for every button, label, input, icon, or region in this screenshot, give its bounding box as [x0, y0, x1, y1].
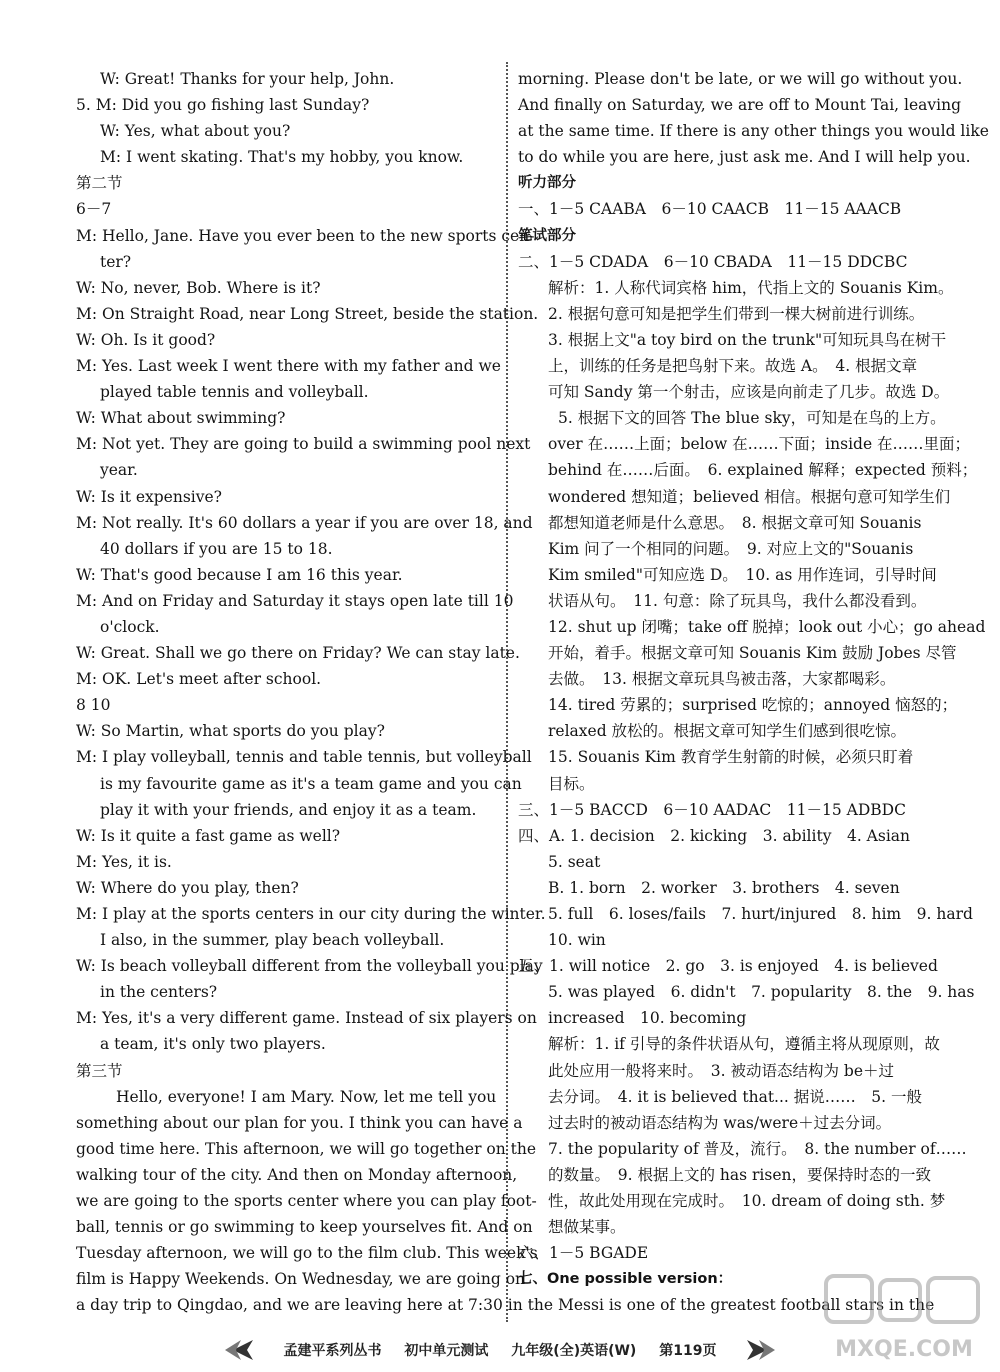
right-line: 2. 根据句意可知是把学生们带到一棵大树前进行训练。	[548, 304, 925, 323]
left-line: 6－7	[76, 200, 112, 219]
left-line: 5. M: Did you go fishing last Sunday?	[76, 96, 370, 115]
left-line: W: Great! Thanks for your help, John.	[100, 70, 395, 88]
left-line: played table tennis and volleyball.	[100, 383, 369, 402]
right-line: 5. full 6. loses/fails 7. hurt/injured 8. him 9. hard	[548, 905, 973, 923]
book-name: 初中单元测试	[404, 1343, 489, 1359]
right-line: 上，训练的任务是把鸟射下来。故选 A。 4. 根据文章	[548, 357, 918, 376]
right-line: 可知 Sandy 第一个射击，应该是向前走了几步。故选 D。	[548, 383, 950, 402]
right-line: 二、1－5 CDADA 6－10 CBADA 11－15 DDCBC	[518, 252, 908, 271]
right-line: 14. tired 劳累的；surprised 吃惊的；annoyed 恼怒的；	[548, 696, 958, 715]
left-line: o'clock.	[100, 617, 160, 636]
right-line: behind 在……后面。 6. explained 解释；expected 预料；	[548, 461, 978, 480]
left-arrow-icon	[223, 1337, 257, 1363]
right-line: Kim smiled"可知应选 D。 10. as 用作连词，引导时间	[548, 565, 937, 584]
right-line: 10. win	[548, 931, 606, 950]
left-line: film is Happy Weekends. On Wednesday, we are going on	[76, 1270, 526, 1289]
left-line: 第二节	[76, 174, 123, 193]
footer-text	[275, 1340, 726, 1360]
page-number: 第119页	[659, 1343, 717, 1359]
right-line: 目标。	[548, 774, 595, 793]
right-line: 五、1. will notice 2. go 3. is enjoyed 4. is believed	[518, 957, 938, 976]
right-line: wondered 想知道；believed 相信。根据句意可知学生们	[548, 487, 951, 506]
left-line: M: And on Friday and Saturday it stays open late till 10	[76, 591, 514, 610]
right-line: 一、1－5 CAABA 6－10 CAACB 11－15 AAACB	[518, 200, 902, 219]
left-line: M: Yes. Last week I went there with my father and we	[76, 357, 501, 376]
left-line: M: I play volleyball, tennis and table tennis, but volleyball	[76, 748, 532, 767]
right-line: 去做。 13. 根据文章玩具鸟被击落，大家都喝彩。	[548, 670, 896, 689]
right-line: 听力部分	[518, 175, 576, 192]
left-line: Tuesday afternoon, we will go to the film club. This week's	[76, 1244, 538, 1263]
right-line: 5. was played 6. didn't 7. popularity 8. the 9. has	[548, 983, 975, 1002]
right-line: 性，故此处用现在完成时。 10. dream of doing sth. 梦	[548, 1192, 946, 1211]
left-line: M: I play at the sports centers in our city during the winter.	[76, 905, 546, 923]
right-line: And finally on Saturday, we are off to Mount Tai, leaving	[518, 96, 961, 115]
left-line: ball, tennis or go swimming to keep yourselves fit. And on	[76, 1218, 533, 1237]
right-line: 3. 根据上文"a toy bird on the trunk"可知玩具鸟在树干	[548, 330, 947, 349]
left-line: 40 dollars if you are 15 to 18.	[100, 539, 333, 558]
right-line: 都想知道老师是什么意思。 8. 根据文章可知 Souanis	[548, 513, 922, 532]
right-line: 5. seat	[548, 852, 601, 871]
right-line: Kim 问了一个相同的问题。 9. 对应上文的"Souanis	[548, 539, 914, 558]
right-line: 解析：1. 人称代词宾格 him，代指上文的 Souanis Kim。	[548, 278, 954, 297]
right-line: 开始，着手。根据文章可知 Souanis Kim 鼓励 Jobes 尽管	[548, 644, 957, 663]
right-line: 四、A. 1. decision 2. kicking 3. ability 4. Asian	[518, 826, 911, 845]
left-line: good time here. This afternoon, we will go together on the	[76, 1139, 537, 1158]
left-line: W: Where do you play, then?	[76, 878, 299, 897]
left-line: W: That's good because I am 16 this year.	[76, 565, 403, 584]
left-line: M: Yes, it is.	[76, 852, 172, 871]
left-line: M: Not really. It's 60 dollars a year if you are over 18, and	[76, 513, 533, 532]
right-arrow-icon	[743, 1337, 777, 1363]
right-line: 15. Souanis Kim 教育学生射箭的时候，必须只盯着	[548, 748, 914, 767]
left-line: year.	[100, 461, 138, 480]
left-line: M: Not yet. They are going to build a swimming pool next	[76, 435, 531, 454]
left-line: is my favourite game as it's a team game and you can	[100, 774, 522, 793]
left-line: W: Yes, what about you?	[100, 122, 291, 141]
left-line: W: So Martin, what sports do you play?	[76, 722, 385, 741]
left-line: something about our plan for you. I think you can have a	[76, 1113, 523, 1132]
left-line: M: I went skating. That's my hobby, you know.	[100, 148, 464, 167]
left-line: 第三节	[76, 1061, 123, 1080]
left-line: W: Is beach volleyball different from the volleyball you play	[76, 957, 543, 976]
left-line: play it with your friends, and enjoy it as a team.	[100, 800, 477, 819]
right-line: Messi is one of the greatest football stars in the	[558, 1296, 935, 1315]
left-line: 8 10	[76, 696, 111, 715]
right-line: 七、One possible version：	[518, 1271, 733, 1288]
right-line: 状语从句。 11. 句意：除了玩具鸟，我什么都没看到。	[548, 591, 927, 610]
right-line: 想做某事。	[548, 1218, 626, 1237]
right-line: relaxed 放松的。根据文章可知学生们感到很吃惊。	[548, 722, 907, 741]
right-line: 7. the popularity of 普及，流行。 8. the number of……	[548, 1139, 967, 1158]
right-line: B. 1. born 2. worker 3. brothers 4. seven	[548, 878, 900, 897]
left-line: W: What about swimming?	[76, 409, 286, 428]
left-line: a day trip to Qingdao, and we are leaving here at 7:30 in the	[76, 1296, 554, 1315]
right-line: 三、1－5 BACCD 6－10 AADAC 11－15 ADBDC	[518, 800, 906, 819]
right-column	[518, 66, 989, 1319]
column-divider	[506, 62, 508, 1322]
left-line: Hello, everyone! I am Mary. Now, let me tell you	[116, 1087, 497, 1106]
right-line: 解析：1. if 引导的条件状语从句，遵循主将从现原则，故	[548, 1035, 940, 1054]
right-line: 5. 根据下文的回答 The blue sky，可知是在鸟的上方。	[558, 409, 946, 428]
left-line: W: Oh. Is it good?	[76, 330, 216, 349]
right-line: 此处应用一般将来时。 3. 被动语态结构为 be＋过	[548, 1061, 894, 1080]
series-name: 孟建平系列丛书	[283, 1343, 382, 1359]
right-line: 笔试部分	[518, 227, 576, 244]
right-line: 的数量。 9. 根据上文的 has risen，要保持时态的一致	[548, 1165, 931, 1184]
left-line: M: On Straight Road, near Long Street, beside the station.	[76, 304, 539, 323]
left-line: in the centers?	[100, 983, 218, 1002]
right-line: 六、1－5 BGADE	[518, 1244, 649, 1263]
left-line: M: Hello, Jane. Have you ever been to the new sports cen-	[76, 226, 535, 245]
left-line: walking tour of the city. And then on Monday afternoon,	[76, 1165, 518, 1184]
left-line: ter?	[100, 252, 132, 271]
right-line: morning. Please don't be late, or we will go without you.	[518, 70, 963, 88]
left-line: a team, it's only two players.	[100, 1035, 326, 1054]
right-line: over 在……上面；below 在……下面；inside 在……里面；	[548, 435, 971, 454]
left-line: we are going to the sports center where you can play foot-	[76, 1192, 537, 1211]
left-line: W: Is it quite a fast game as well?	[76, 826, 341, 845]
watermark-logo	[820, 1270, 990, 1368]
right-line: increased 10. becoming	[548, 1009, 747, 1028]
right-line: 去分词。 4. it is believed that... 据说…… 5. 一般	[548, 1087, 922, 1106]
left-line: M: Yes, it's a very different game. Instead of six players on	[76, 1009, 537, 1028]
left-line: M: OK. Let's meet after school.	[76, 670, 322, 689]
left-line: W: Is it expensive?	[76, 487, 222, 506]
left-line: W: No, never, Bob. Where is it?	[76, 278, 321, 297]
watermark-text: MXQE.COM	[835, 1337, 973, 1362]
right-line: at the same time. If there is any other things you would like	[518, 122, 989, 141]
right-line: 12. shut up 闭嘴；take off 脱掉；look out 小心；go ahead	[548, 617, 986, 636]
left-line: W: Great. Shall we go there on Friday? We can stay late.	[76, 644, 520, 663]
grade-label: 九年级(全)英语(W)	[511, 1343, 637, 1359]
right-line: 过去时的被动语态结构为 was/were＋过去分词。	[548, 1113, 892, 1132]
left-line: I also, in the summer, play beach volleyball.	[100, 931, 445, 950]
right-line: to do while you are here, just ask me. And I will help you.	[518, 148, 971, 167]
